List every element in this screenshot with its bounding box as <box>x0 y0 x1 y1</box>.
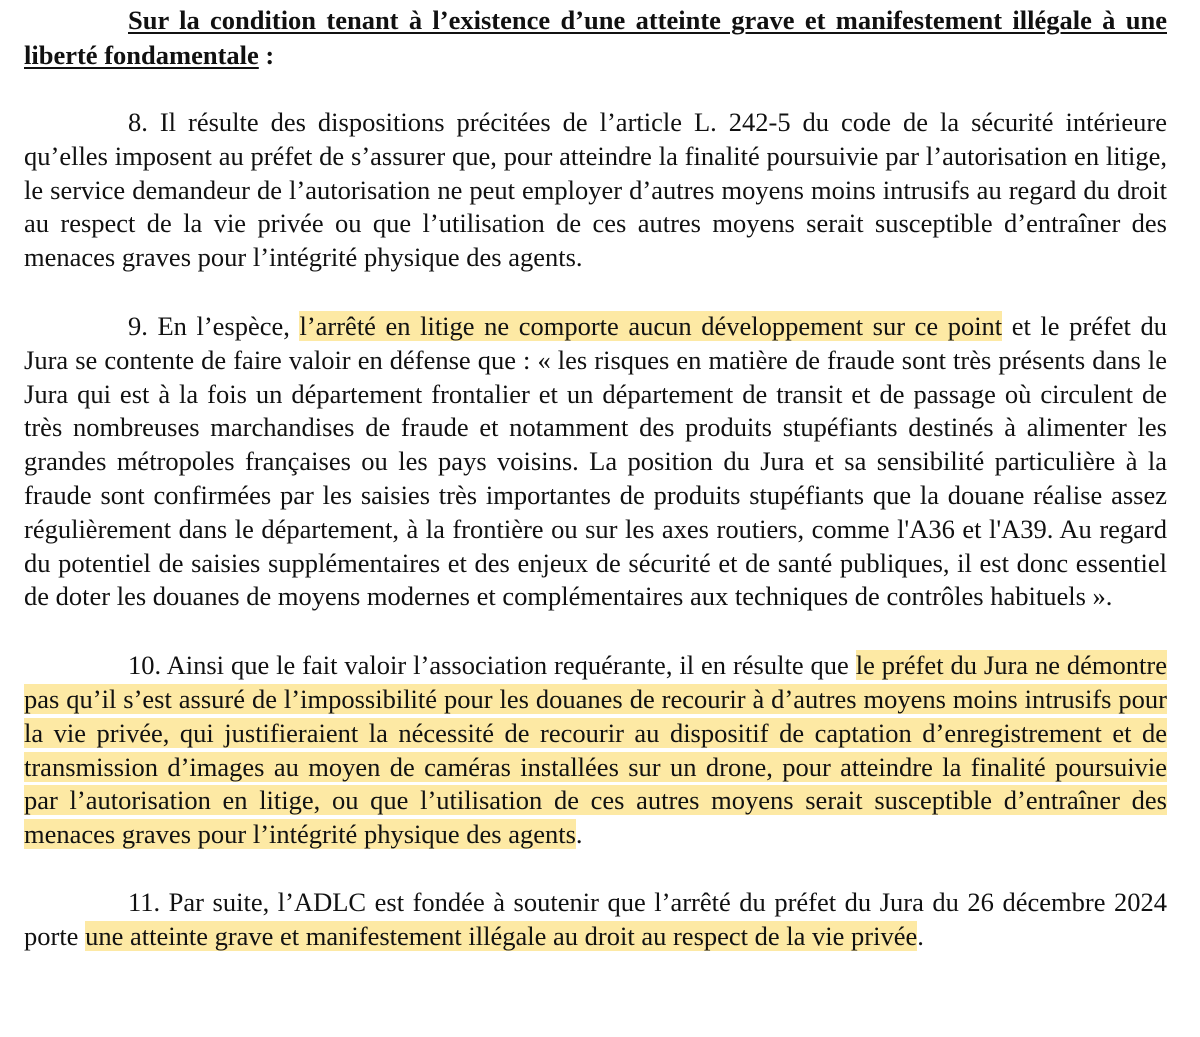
paragraph-11 <box>24 886 1167 954</box>
paragraph-9-before: 9. En l’espèce, <box>128 310 300 341</box>
section-heading <box>24 0 1167 73</box>
paragraph-9 <box>24 310 1167 614</box>
paragraph-11-highlight: une atteinte grave et manifestement illégale au droit au respect de la vie privée <box>85 920 918 951</box>
section-heading-suffix: : <box>258 40 275 70</box>
section-heading-text: Sur la condition tenant à l’existence d’une atteinte grave et manifestement illégale à une liberté fondamentale <box>24 5 1167 70</box>
paragraph-10-before: 10. Ainsi que le fait valoir l’association requérante, il en résulte que <box>128 650 856 681</box>
paragraph-11-before: 11. Par suite, l’ADLC est fondée à soutenir que l’arrêté du préfet du Jura du 26 décembre 2024 porte <box>24 886 1167 951</box>
paragraph-11-after: . <box>917 920 924 951</box>
paragraph-8 <box>24 106 1167 275</box>
paragraph-9-highlight: l’arrêté en litige ne comporte aucun développement sur ce point <box>299 310 1003 341</box>
paragraph-10-highlight: le préfet du Jura ne démontre pas qu’il s’est assuré de l’impossibilité pour les douanes de recourir à d’autres moyens moins intrusifs pour la vie privée, qui justifieraient la nécessité de recourir au dispositif de captation d’enregistrement et de transmission d’images au moyen de caméras installées sur un drone, pour atteindre la finalité poursuivie par l’autorisation en litige, ou que l’utilisation de ces autres moyens serait susceptible d’entraîner des menaces graves pour l’intégrité physique des agents <box>24 650 1167 850</box>
paragraph-8-text: 8. Il résulte des dispositions précitées de l’article L. 242-5 du code de la sécurité intérieure qu’elles imposent au préfet de s’assurer que, pour atteindre la finalité poursuivie par l’autorisation en litige, le service demandeur de l’autorisation ne peut employer d’autres moyens moins intrusifs au regard du droit au respect de la vie privée ou que l’utilisation de ces autres moyens serait susceptible d’entraîner des menaces graves pour l’intégrité physique des agents. <box>24 107 1167 273</box>
paragraph-10-after: . <box>575 819 583 850</box>
paragraph-9-after: et le préfet du Jura se contente de faire valoir en défense que : « les risques en matière de fraude sont très présents dans le Jura qui est à la fois un département frontalier et un département de transit et de passage où circulent de très nombreuses marchandises de fraude et notamment des produits stupéfiants destinés à alimenter les grandes métropoles françaises ou les pays voisins. La position du Jura et sa sensibilité particulière à la fraude sont confirmées par les saisies très importantes de produits stupéfiants que la douane réalise assez régulièrement dans le département, à la frontière ou sur les axes routiers, comme l'A36 et l'A39. Au regard du potentiel de saisies supplémentaires et des enjeux de sécurité et de santé publiques, il est donc essentiel de doter les douanes de moyens modernes et complémentaires aux techniques de contrôles habituels ». <box>24 310 1167 612</box>
document-page <box>24 0 1167 954</box>
paragraph-10 <box>24 649 1167 852</box>
